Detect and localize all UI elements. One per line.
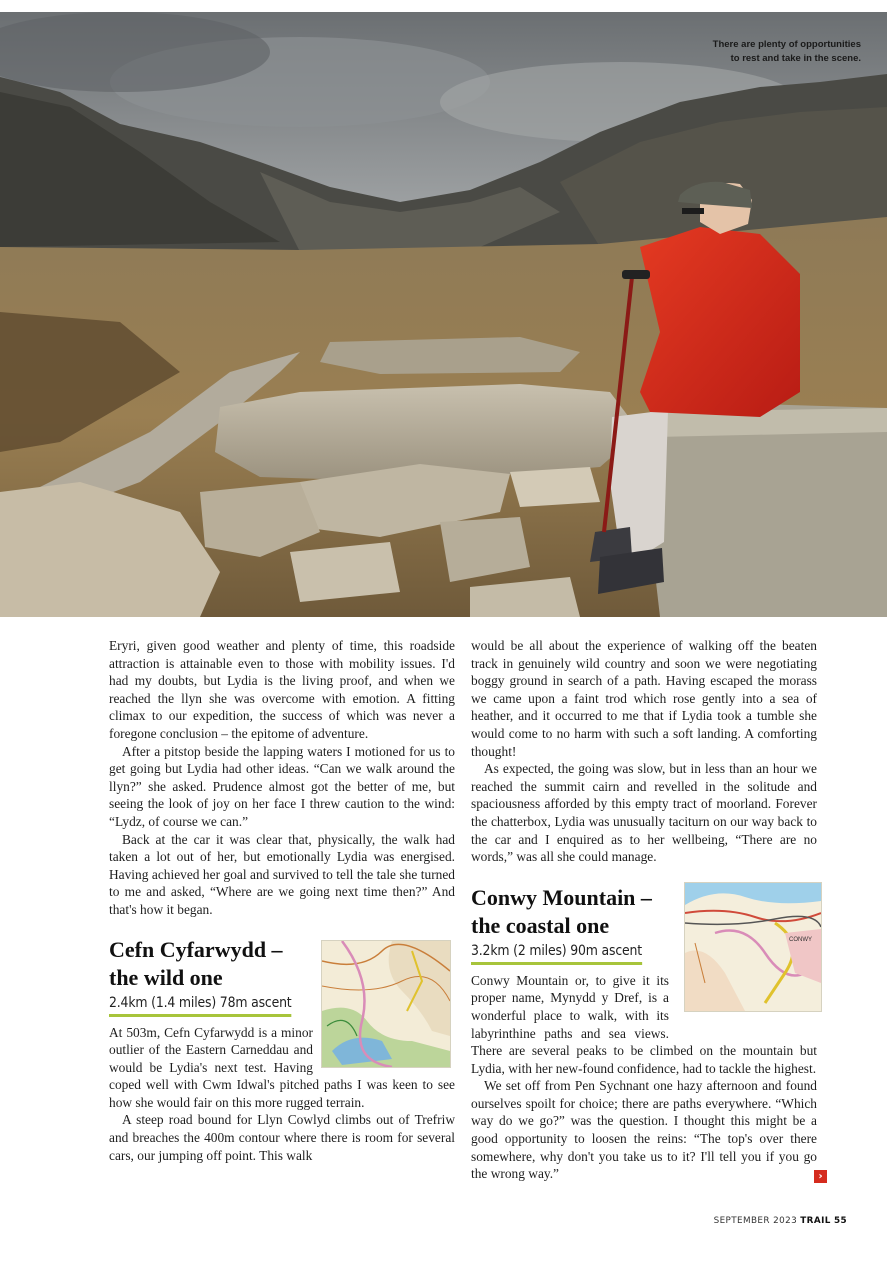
chevron-right-icon: › <box>814 1170 827 1183</box>
conwy-mountain-section <box>471 884 817 1183</box>
page-footer <box>714 1216 847 1226</box>
photo-caption-line: There are plenty of opportunities <box>712 39 861 50</box>
body-paragraph: Back at the car it was clear that, physically, the walk had taken a lot out of her, but emotionally Lydia was energised. Having achieved her goal and survived to tell the tale she turned to me and asked, “Where are we going next time then?” And that's how it began. <box>109 831 455 917</box>
body-paragraph: A steep road bound for Llyn Cowlyd climbs out of Trefriw and breaches the 400m contour where there is room for several cars, our jumping off point. This walk <box>109 1112 455 1163</box>
conwy-mountain-route-map <box>684 882 822 1012</box>
footer-magazine: TRAIL <box>800 1216 831 1226</box>
route-stats-text: 2.4km (1.4 miles) 78m ascent <box>109 993 292 1017</box>
cefn-cyfarwydd-route-map <box>321 940 451 1068</box>
footer-issue: SEPTEMBER 2023 <box>713 1216 798 1226</box>
body-paragraph: We set off from Pen Sychnant one hazy afternoon and found ourselves spoilt for choice; there are paths everywhere. “Which way do we go?” was the question. I thought this might be a good opportunity to loosen the reins: “The top's over there somewhere, why don't you take us to it? I'll tell you if you go the wrong way.” <box>471 1078 817 1182</box>
map-town-label: CONWY <box>789 936 812 943</box>
section-heading <box>109 936 313 992</box>
hero-photo-illustration <box>0 12 887 617</box>
photo-caption-line: to rest and take in the scene. <box>730 53 861 64</box>
route-stats <box>109 993 313 1017</box>
right-column <box>471 637 817 1183</box>
body-paragraph: Conwy Mountain or, to give it its proper name, Mynydd y Dref, is a wonderful place to walk, with its labyrinthine paths and sea views. There are several peaks to be climbed on the mountain but Lydia, with her new-found confidence, had to tackle the highest. <box>471 972 817 1076</box>
section-heading-line: Cefn Cyfarwydd – <box>109 936 283 962</box>
body-paragraph: At 503m, Cefn Cyfarwydd is a minor outlier of the Eastern Carneddau and would be Lydia's next test. Having coped well with Cwm Idwal's pitched paths I was keen to see how she would fair on this more rugged terrain. <box>109 1024 455 1110</box>
photo-caption <box>713 38 861 66</box>
section-heading-line: Conwy Mountain – <box>471 884 652 910</box>
body-paragraph: would be all about the experience of walking off the beaten track in genuinely wild country and soon we were negotiating boggy ground in search of a path. Having escaped the morass we came upon a faint trod which rose gently into a sea of heather, and it occurred to me that if Lydia took a tumble she would come to no harm with such a soft landing. A comforting thought! <box>471 638 817 759</box>
cefn-cyfarwydd-section <box>109 936 455 1165</box>
body-paragraph: After a pitstop beside the lapping waters I motioned for us to get going but Lydia had other ideas. “Can we walk around the llyn?” she asked. Prudence almost got the better of me, but seeing the look of joy on her face I threw caution to the wind: “Lydz, of course we can.” <box>109 743 455 829</box>
hero-photo <box>0 12 887 617</box>
left-column <box>109 637 455 1164</box>
route-stats-text: 3.2km (2 miles) 90m ascent <box>471 941 642 965</box>
body-paragraph: As expected, the going was slow, but in less than an hour we reached the summit cairn and revelled in the solitude and spaciousness afforded by this empty tract of moorland. Forever the chatterbox, Lydia was unusually taciturn on our way back to the car and I enquired as to her wellbeing, “There are no words,” was all she could manage. <box>471 761 817 865</box>
route-stats <box>471 941 669 965</box>
route-map-illustration <box>685 883 821 1011</box>
section-heading-line: the coastal one <box>471 912 610 938</box>
footer-page-number: 55 <box>833 1216 847 1226</box>
section-heading <box>471 884 669 940</box>
route-map-illustration <box>322 941 450 1067</box>
body-paragraph: Eryri, given good weather and plenty of time, this roadside attraction is attainable even to those with mobility issues. I'd had my doubts, but Lydia is the living proof, and when we reached the llyn she was overcome with emotion. A fitting climax to our expedition, the success of which was never a foregone conclusion – the epitome of adventure. <box>109 638 455 741</box>
section-heading-line: the wild one <box>109 964 223 990</box>
